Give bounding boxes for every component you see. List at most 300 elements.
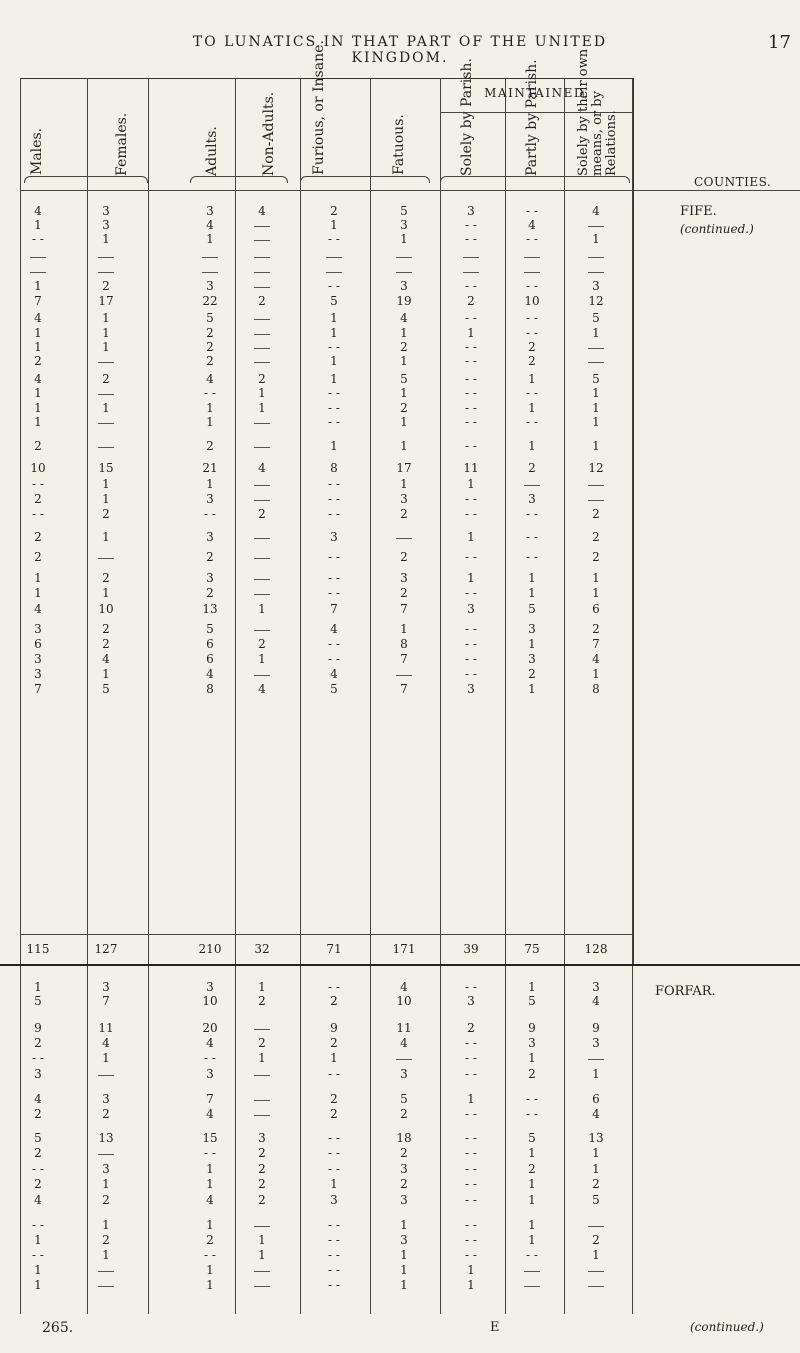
table-cell: - - xyxy=(526,326,538,340)
footer-page-ref: 265. xyxy=(42,1320,74,1336)
table-cell-dash xyxy=(98,558,114,559)
table-cell-dash xyxy=(254,675,270,676)
table-cell: 10 xyxy=(98,602,114,616)
header-counties: COUNTIES. xyxy=(694,175,772,189)
table-cell: 2 xyxy=(34,492,42,506)
table-cell: 6 xyxy=(206,652,214,666)
table-cell-dash xyxy=(254,272,270,273)
table-cell: 2 xyxy=(206,326,214,340)
table-cell-dash xyxy=(254,594,270,595)
table-cell-dash xyxy=(254,348,270,349)
table-cell: 3 xyxy=(206,980,214,994)
header-solely-own-text: Solely by their own means, or by Relations. xyxy=(576,48,619,176)
table-cell: 3 xyxy=(206,279,214,293)
table-cell: - - xyxy=(204,1248,216,1262)
table-cell: 2 xyxy=(34,439,42,453)
table-cell: 7 xyxy=(400,652,408,666)
table-cell: 1 xyxy=(34,340,42,354)
table-cell: - - xyxy=(465,340,477,354)
table-cell: 10 xyxy=(524,294,540,308)
table-cell: - - xyxy=(328,340,340,354)
table-cell: 1 xyxy=(330,1051,338,1065)
table-cell: 1 xyxy=(258,652,266,666)
table-cell: 1 xyxy=(592,439,600,453)
table-cell: 1 xyxy=(102,1248,110,1262)
table-cell: - - xyxy=(32,1162,44,1176)
table-cell: 2 xyxy=(400,340,408,354)
table-cell: 5 xyxy=(592,372,600,386)
table-cell: 3 xyxy=(528,492,536,506)
column-rule xyxy=(300,78,301,964)
table-cell: 1 xyxy=(592,232,600,246)
table-cell: 2 xyxy=(258,994,266,1008)
table-cell: 1 xyxy=(102,492,110,506)
table-cell: 1 xyxy=(34,415,42,429)
county-forfar: FORFAR. xyxy=(655,984,716,999)
table-cell: 2 xyxy=(467,1021,475,1035)
table-cell-dash xyxy=(254,1271,270,1272)
table-cell: 3 xyxy=(528,652,536,666)
table-cell: 2 xyxy=(102,279,110,293)
table-cell: 1 xyxy=(258,980,266,994)
table-cell-dash xyxy=(254,500,270,501)
table-cell: 4 xyxy=(592,652,600,666)
table-cell: 1 xyxy=(34,1263,42,1277)
table-cell: 3 xyxy=(330,530,338,544)
table-cell-dash xyxy=(524,1271,540,1272)
table-cell: - - xyxy=(465,401,477,415)
footer-continued: (continued.) xyxy=(690,1320,764,1334)
table-cell: - - xyxy=(328,415,340,429)
table-cell: - - xyxy=(328,386,340,400)
table-total-cell: 210 xyxy=(198,942,222,956)
table-cell: 1 xyxy=(34,386,42,400)
table-cell: 1 xyxy=(102,326,110,340)
table-cell: 2 xyxy=(592,507,600,521)
table-cell: 4 xyxy=(206,1107,214,1121)
table-cell: - - xyxy=(204,507,216,521)
table-cell: 3 xyxy=(467,682,475,696)
table-cell: 5 xyxy=(34,994,42,1008)
table-cell: 3 xyxy=(467,602,475,616)
table-cell: - - xyxy=(328,1067,340,1081)
header-solely-parish: Solely by Parish. xyxy=(459,58,475,176)
table-cell: 2 xyxy=(528,340,536,354)
table-cell-dash xyxy=(326,257,342,258)
table-cell: 8 xyxy=(206,682,214,696)
table-cell: 5 xyxy=(102,682,110,696)
table-cell: 1 xyxy=(330,326,338,340)
table-cell: 3 xyxy=(102,1092,110,1106)
table-cell: 5 xyxy=(206,622,214,636)
table-cell-dash xyxy=(254,579,270,580)
table-cell: 1 xyxy=(400,415,408,429)
table-cell: 1 xyxy=(592,415,600,429)
table-total-cell: 171 xyxy=(392,942,416,956)
table-cell: 1 xyxy=(258,1051,266,1065)
table-cell: 1 xyxy=(592,667,600,681)
table-cell: - - xyxy=(465,1162,477,1176)
table-cell: 2 xyxy=(592,1233,600,1247)
table-cell: 1 xyxy=(206,1177,214,1191)
column-rule xyxy=(235,78,236,964)
table-cell-dash xyxy=(30,272,46,273)
table-cell-dash xyxy=(396,1059,412,1060)
table-cell-dash xyxy=(396,538,412,539)
table-cell: - - xyxy=(328,1162,340,1176)
table-cell: - - xyxy=(465,311,477,325)
table-cell-dash xyxy=(588,1271,604,1272)
section-rule xyxy=(0,964,800,966)
header-partly-parish: Partly by Parish. xyxy=(524,59,540,176)
table-cell: 2 xyxy=(330,1107,338,1121)
table-cell: 3 xyxy=(102,980,110,994)
table-cell: 4 xyxy=(592,994,600,1008)
table-cell-dash xyxy=(396,272,412,273)
table-cell: 4 xyxy=(34,311,42,325)
table-cell: 4 xyxy=(330,622,338,636)
table-cell-dash xyxy=(202,257,218,258)
table-cell: - - xyxy=(465,492,477,506)
table-cell: 1 xyxy=(34,1278,42,1292)
table-cell: 18 xyxy=(396,1131,412,1145)
table-total-cell: 39 xyxy=(463,942,479,956)
table-cell: 4 xyxy=(206,1036,214,1050)
table-cell: 3 xyxy=(206,1067,214,1081)
table-cell: 12 xyxy=(588,461,604,475)
table-cell-dash xyxy=(98,423,114,424)
table-cell: 1 xyxy=(592,1162,600,1176)
table-cell: 6 xyxy=(592,1092,600,1106)
table-cell: 7 xyxy=(34,294,42,308)
table-cell: - - xyxy=(526,507,538,521)
table-cell: 8 xyxy=(400,637,408,651)
table-total-cell: 127 xyxy=(94,942,118,956)
table-cell: 10 xyxy=(396,994,412,1008)
table-cell: 2 xyxy=(400,1177,408,1191)
table-cell: 3 xyxy=(102,218,110,232)
table-cell: 4 xyxy=(102,1036,110,1050)
table-cell: 1 xyxy=(528,1193,536,1207)
table-cell: 2 xyxy=(34,1036,42,1050)
table-cell: - - xyxy=(204,1146,216,1160)
table-cell: 1 xyxy=(528,1233,536,1247)
table-cell: 5 xyxy=(592,311,600,325)
table-cell-dash xyxy=(254,1286,270,1287)
table-cell: - - xyxy=(328,401,340,415)
table-cell: 1 xyxy=(34,980,42,994)
table-cell: 7 xyxy=(34,682,42,696)
table-cell: 3 xyxy=(34,1067,42,1081)
table-cell-dash xyxy=(588,500,604,501)
table-cell: 1 xyxy=(258,1248,266,1262)
table-cell: 3 xyxy=(206,571,214,585)
table-cell-dash xyxy=(524,1286,540,1287)
table-cell: - - xyxy=(465,439,477,453)
table-cell: - - xyxy=(465,637,477,651)
table-cell: 5 xyxy=(206,311,214,325)
table-cell: 1 xyxy=(467,1092,475,1106)
table-cell: 5 xyxy=(592,1193,600,1207)
county-fife: FIFE. xyxy=(680,204,717,219)
table-cell-dash xyxy=(463,272,479,273)
table-cell: 5 xyxy=(330,294,338,308)
table-cell: 1 xyxy=(102,232,110,246)
table-cell: 4 xyxy=(258,682,266,696)
table-cell: 15 xyxy=(202,1131,218,1145)
table-cell: 1 xyxy=(400,1263,408,1277)
table-cell: - - xyxy=(465,622,477,636)
table-cell: 4 xyxy=(528,218,536,232)
table-cell: 1 xyxy=(528,372,536,386)
brace-sex xyxy=(24,176,148,183)
table-cell: 1 xyxy=(592,1248,600,1262)
table-cell: 2 xyxy=(330,204,338,218)
table-cell: 5 xyxy=(400,1092,408,1106)
table-cell: 10 xyxy=(30,461,46,475)
footer-signature: E xyxy=(490,1320,500,1335)
table-cell: 2 xyxy=(528,461,536,475)
table-cell: - - xyxy=(526,279,538,293)
table-cell: - - xyxy=(465,1193,477,1207)
table-cell: - - xyxy=(526,232,538,246)
table-cell-dash xyxy=(524,485,540,486)
table-cell-dash xyxy=(254,319,270,320)
table-cell: 11 xyxy=(463,461,479,475)
table-cell: 7 xyxy=(400,602,408,616)
table-cell: 1 xyxy=(34,571,42,585)
table-cell: - - xyxy=(328,1218,340,1232)
table-cell: 1 xyxy=(206,1162,214,1176)
table-cell: 2 xyxy=(592,530,600,544)
table-cell: 1 xyxy=(592,571,600,585)
table-cell: 2 xyxy=(34,354,42,368)
table-cell: 2 xyxy=(592,1177,600,1191)
table-cell: - - xyxy=(465,507,477,521)
table-cell: 1 xyxy=(206,1218,214,1232)
table-cell: 1 xyxy=(34,1233,42,1247)
table-cell-dash xyxy=(98,1286,114,1287)
table-cell: 2 xyxy=(102,372,110,386)
table-cell: 1 xyxy=(528,1051,536,1065)
header-furious: Furious, or Insane. xyxy=(311,40,327,175)
table-cell-dash xyxy=(524,272,540,273)
column-rule xyxy=(564,78,565,964)
running-head: TO LUNATICS IN THAT PART OF THE UNITED KINGDOM. xyxy=(192,34,608,66)
table-cell: 2 xyxy=(528,1162,536,1176)
table-cell: 4 xyxy=(34,372,42,386)
table-cell: - - xyxy=(526,204,538,218)
table-cell: 1 xyxy=(528,1218,536,1232)
table-cell: 1 xyxy=(592,586,600,600)
table-cell: 4 xyxy=(592,1107,600,1121)
header-solely-own xyxy=(577,30,625,176)
table-cell: 10 xyxy=(202,994,218,1008)
table-cell: 2 xyxy=(592,622,600,636)
table-cell-dash xyxy=(254,287,270,288)
table-cell: 3 xyxy=(34,667,42,681)
table-cell-dash xyxy=(98,1271,114,1272)
table-cell: - - xyxy=(328,492,340,506)
table-cell-dash xyxy=(588,1059,604,1060)
table-cell: 1 xyxy=(206,1278,214,1292)
table-cell-dash xyxy=(588,1286,604,1287)
table-cell: 1 xyxy=(400,439,408,453)
table-cell-dash xyxy=(202,272,218,273)
table-cell: 1 xyxy=(400,1218,408,1232)
table-cell: 1 xyxy=(528,637,536,651)
table-cell: 2 xyxy=(400,586,408,600)
table-cell-dash xyxy=(588,485,604,486)
table-cell: 2 xyxy=(206,586,214,600)
table-cell: 2 xyxy=(592,550,600,564)
table-cell: 3 xyxy=(102,1162,110,1176)
table-cell: 3 xyxy=(400,218,408,232)
column-rule xyxy=(235,966,236,1314)
table-cell: 2 xyxy=(206,439,214,453)
table-cell: 1 xyxy=(592,326,600,340)
table-cell: - - xyxy=(328,1248,340,1262)
table-cell: - - xyxy=(32,1218,44,1232)
table-cell: - - xyxy=(465,1036,477,1050)
table-cell: - - xyxy=(526,1107,538,1121)
table-cell: 1 xyxy=(400,354,408,368)
table-cell-dash xyxy=(254,630,270,631)
table-cell: - - xyxy=(526,415,538,429)
table-cell: 11 xyxy=(396,1021,412,1035)
table-cell: 1 xyxy=(206,232,214,246)
table-cell: 3 xyxy=(467,994,475,1008)
table-cell: 2 xyxy=(528,354,536,368)
table-cell: 20 xyxy=(202,1021,218,1035)
table-total-cell: 75 xyxy=(524,942,540,956)
table-cell: 4 xyxy=(400,1036,408,1050)
table-cell-dash xyxy=(254,485,270,486)
table-cell: 1 xyxy=(102,667,110,681)
table-cell: 6 xyxy=(206,637,214,651)
table-cell: 1 xyxy=(467,530,475,544)
table-cell: 1 xyxy=(400,477,408,491)
table-cell: 1 xyxy=(330,218,338,232)
header-females: Females. xyxy=(114,112,130,176)
table-cell: 1 xyxy=(528,1146,536,1160)
table-cell: 2 xyxy=(102,637,110,651)
table-cell: 13 xyxy=(588,1131,604,1145)
table-cell: 1 xyxy=(206,415,214,429)
table-cell: 7 xyxy=(400,682,408,696)
table-cell: 3 xyxy=(528,1036,536,1050)
table-cell: 4 xyxy=(206,1193,214,1207)
table-cell: - - xyxy=(204,1051,216,1065)
table-cell-dash xyxy=(588,348,604,349)
brace-state xyxy=(300,176,430,183)
table-cell: 1 xyxy=(258,1233,266,1247)
table-cell: - - xyxy=(526,386,538,400)
table-cell: 4 xyxy=(258,461,266,475)
table-cell: 5 xyxy=(330,682,338,696)
table-cell: 3 xyxy=(400,1193,408,1207)
table-cell: 1 xyxy=(102,401,110,415)
table-cell: 1 xyxy=(528,571,536,585)
table-cell: 1 xyxy=(467,326,475,340)
column-rule xyxy=(440,966,441,1314)
table-cell: 1 xyxy=(34,586,42,600)
table-total-cell: 71 xyxy=(326,942,342,956)
table-cell: 1 xyxy=(400,1278,408,1292)
table-cell: 1 xyxy=(102,311,110,325)
table-cell: 1 xyxy=(528,980,536,994)
table-cell-dash xyxy=(326,272,342,273)
table-cell: 1 xyxy=(102,1051,110,1065)
table-cell: - - xyxy=(526,1248,538,1262)
table-cell-dash xyxy=(588,257,604,258)
table-cell: 5 xyxy=(400,204,408,218)
table-cell: 1 xyxy=(592,1067,600,1081)
table-cell: - - xyxy=(328,571,340,585)
table-cell: 1 xyxy=(592,401,600,415)
table-cell-dash xyxy=(254,447,270,448)
table-cell: 2 xyxy=(206,354,214,368)
table-cell: 5 xyxy=(528,1131,536,1145)
table-cell: 1 xyxy=(102,586,110,600)
table-cell: 4 xyxy=(34,602,42,616)
table-cell: 6 xyxy=(592,602,600,616)
table-cell-dash xyxy=(98,447,114,448)
table-cell: 2 xyxy=(258,1193,266,1207)
table-cell: 7 xyxy=(102,994,110,1008)
table-cell: 6 xyxy=(34,637,42,651)
table-cell: - - xyxy=(465,218,477,232)
table-cell: 1 xyxy=(258,602,266,616)
totals-rule xyxy=(20,934,632,935)
page-number: 17 xyxy=(768,32,791,53)
table-cell: 2 xyxy=(330,1036,338,1050)
table-cell: 3 xyxy=(400,1233,408,1247)
table-cell: 7 xyxy=(592,637,600,651)
table-cell: - - xyxy=(328,637,340,651)
table-cell: 11 xyxy=(98,1021,114,1035)
table-cell: 2 xyxy=(102,622,110,636)
table-cell: 1 xyxy=(206,401,214,415)
table-cell: 2 xyxy=(400,1146,408,1160)
table-cell: 3 xyxy=(102,204,110,218)
column-rule xyxy=(148,966,149,1314)
table-cell-dash xyxy=(254,538,270,539)
table-cell: 1 xyxy=(258,386,266,400)
table-cell: 1 xyxy=(34,279,42,293)
table-cell-dash xyxy=(254,362,270,363)
table-cell: - - xyxy=(328,1131,340,1145)
table-cell: 2 xyxy=(258,1177,266,1191)
column-rule xyxy=(370,78,371,964)
table-cell: 2 xyxy=(400,401,408,415)
table-cell: - - xyxy=(465,372,477,386)
table-cell: 2 xyxy=(206,340,214,354)
table-cell: 3 xyxy=(592,279,600,293)
table-cell: 2 xyxy=(258,1036,266,1050)
table-cell: 9 xyxy=(528,1021,536,1035)
table-cell: 1 xyxy=(528,401,536,415)
table-cell: - - xyxy=(465,354,477,368)
table-cell: 4 xyxy=(400,980,408,994)
table-cell: 4 xyxy=(34,1092,42,1106)
table-cell: - - xyxy=(465,586,477,600)
table-cell: 4 xyxy=(34,1193,42,1207)
table-cell-dash xyxy=(254,1115,270,1116)
table-cell: 2 xyxy=(258,1162,266,1176)
table-cell: 2 xyxy=(206,550,214,564)
table-cell: 1 xyxy=(400,1248,408,1262)
